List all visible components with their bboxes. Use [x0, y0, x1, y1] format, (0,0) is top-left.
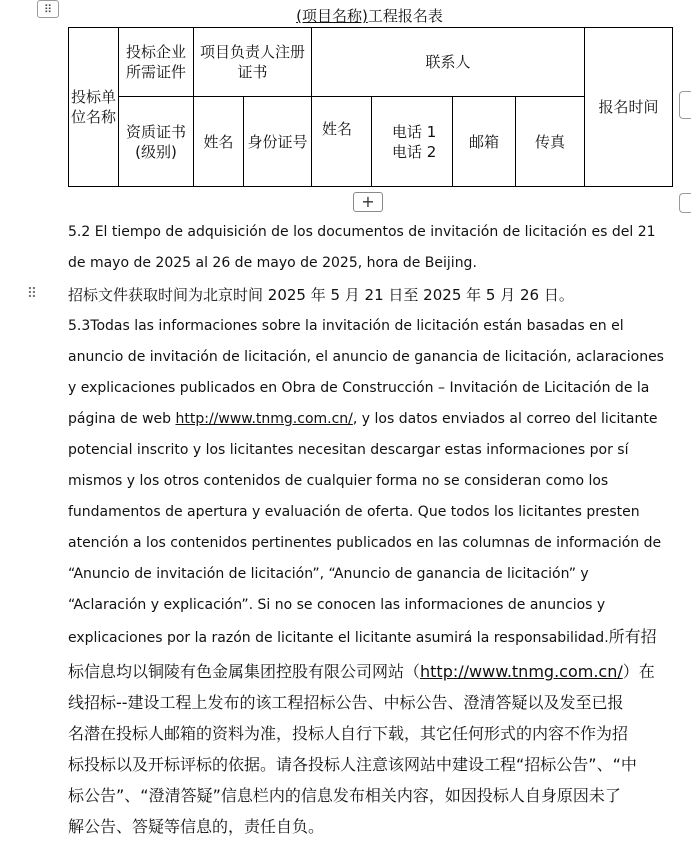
- website-link-cn[interactable]: http://www.tnmg.com.cn/: [420, 662, 623, 681]
- registration-table: [68, 27, 673, 187]
- header-manager-name[interactable]: 姓名: [194, 97, 244, 187]
- table-title: [68, 5, 671, 26]
- header-contact-fax[interactable]: 传真: [516, 97, 585, 187]
- add-row-button[interactable]: +: [353, 192, 383, 212]
- table-column-handle[interactable]: [679, 193, 691, 213]
- paragraph-line: 标公告”、“澄清答疑”信息栏内的信息发布相关内容，如因投标人自身原因未了: [68, 786, 621, 805]
- last-cn: 所有招: [608, 627, 657, 646]
- paragraph-line: 解公告、答疑等信息的，责任自负。: [68, 817, 325, 836]
- paragraph-line: atención a los contenidos pertinentes publicados en las columnas de información de: [68, 535, 662, 551]
- table-move-handle-icon[interactable]: ⠿: [37, 0, 59, 18]
- table-title-suffix: 工程报名表: [367, 7, 443, 25]
- header-contact-tel2: 电话 2: [392, 142, 437, 161]
- paragraph-line: 线招标--建设工程上发布的该工程招标公告、中标公告、澄清答疑以及发至已报: [68, 693, 624, 712]
- cn-prefix: 标信息均以铜陵有色金属集团控股有限公司网站（: [68, 662, 421, 681]
- header-cert-sub[interactable]: 资质证书(级别): [119, 97, 194, 187]
- website-link[interactable]: http://www.tnmg.com.cn/: [175, 411, 353, 427]
- paragraph-cn-time: [68, 280, 622, 311]
- paragraph-line: 标投标以及开标评标的依据。请各投标人注意该网站中建设工程“招标公告”、“中: [68, 755, 637, 774]
- header-contact-name[interactable]: 姓名: [312, 97, 372, 187]
- header-cert-group[interactable]: 投标企业所需证件: [119, 28, 194, 97]
- web-prefix: página de web: [68, 411, 176, 427]
- paragraph-line: y explicaciones publicados en Obra de Construcción – Invitación de Licitación de la: [68, 380, 650, 396]
- paragraph-line-web-cn: [68, 656, 655, 687]
- paragraph-line: 名潜在投标人邮箱的资料为准，投标人自行下载，其它任何形式的内容不作为招: [68, 724, 629, 743]
- table-resize-handle[interactable]: [679, 91, 691, 119]
- paragraph-line: anuncio de invitación de licitación, el anuncio de ganancia de licitación, aclaraciones: [68, 349, 664, 365]
- paragraph-line: 招标文件获取时间为北京时间 2025 年 5 月 21 日至 2025 年 5 月 26 日。: [68, 286, 574, 304]
- header-reg-time[interactable]: 报名时间: [585, 28, 673, 187]
- paragraph-line: 5.3Todas las informaciones sobre la invitación de licitación están basadas en el: [68, 318, 624, 334]
- paragraph-line-last: [68, 621, 657, 652]
- paragraph-drag-handle-icon[interactable]: ⠿: [26, 286, 38, 302]
- paragraph-5-2: [68, 217, 656, 279]
- paragraph-line: de mayo de 2025 al 26 de mayo de 2025, hora de Beijing.: [68, 255, 477, 271]
- header-contact-tel[interactable]: [372, 97, 453, 187]
- header-contact-group[interactable]: 联系人: [312, 28, 585, 97]
- header-manager-group[interactable]: 项目负责人注册证书: [194, 28, 312, 97]
- paragraph-cn-notice: [68, 656, 655, 842]
- paragraph-line: “Anuncio de invitación de licitación”, “Anuncio de ganancia de licitación” y: [68, 566, 589, 582]
- paragraph-5-3: [68, 311, 664, 652]
- paragraph-line-web: [68, 404, 658, 435]
- header-contact-tel1: 电话 1: [392, 122, 437, 141]
- web-suffix: , y los datos enviados al correo del licitante: [352, 411, 658, 427]
- cn-suffix: ）在: [622, 662, 655, 681]
- last-es: explicaciones por la razón de licitante el licitante asumirá la responsabilidad.: [68, 630, 609, 646]
- paragraph-line: 5.2 El tiempo de adquisición de los documentos de invitación de licitación es del 21: [68, 224, 656, 240]
- paragraph-line: fundamentos de apertura y evaluación de oferta. Que todos los licitantes presten: [68, 504, 640, 520]
- table-title-project-name: (项目名称): [296, 7, 368, 25]
- paragraph-line: potencial inscrito y los licitantes necesitan descargar estas informaciones por sí: [68, 442, 629, 458]
- paragraph-line: mismos y los otros contenidos de cualquier forma no se consideran como los: [68, 473, 609, 489]
- header-unit-name[interactable]: 投标单位名称: [69, 28, 119, 187]
- header-manager-id[interactable]: 身份证号: [244, 97, 312, 187]
- paragraph-line: “Aclaración y explicación”. Si no se conocen las informaciones de anuncios y: [68, 597, 606, 613]
- header-contact-email[interactable]: 邮箱: [453, 97, 516, 187]
